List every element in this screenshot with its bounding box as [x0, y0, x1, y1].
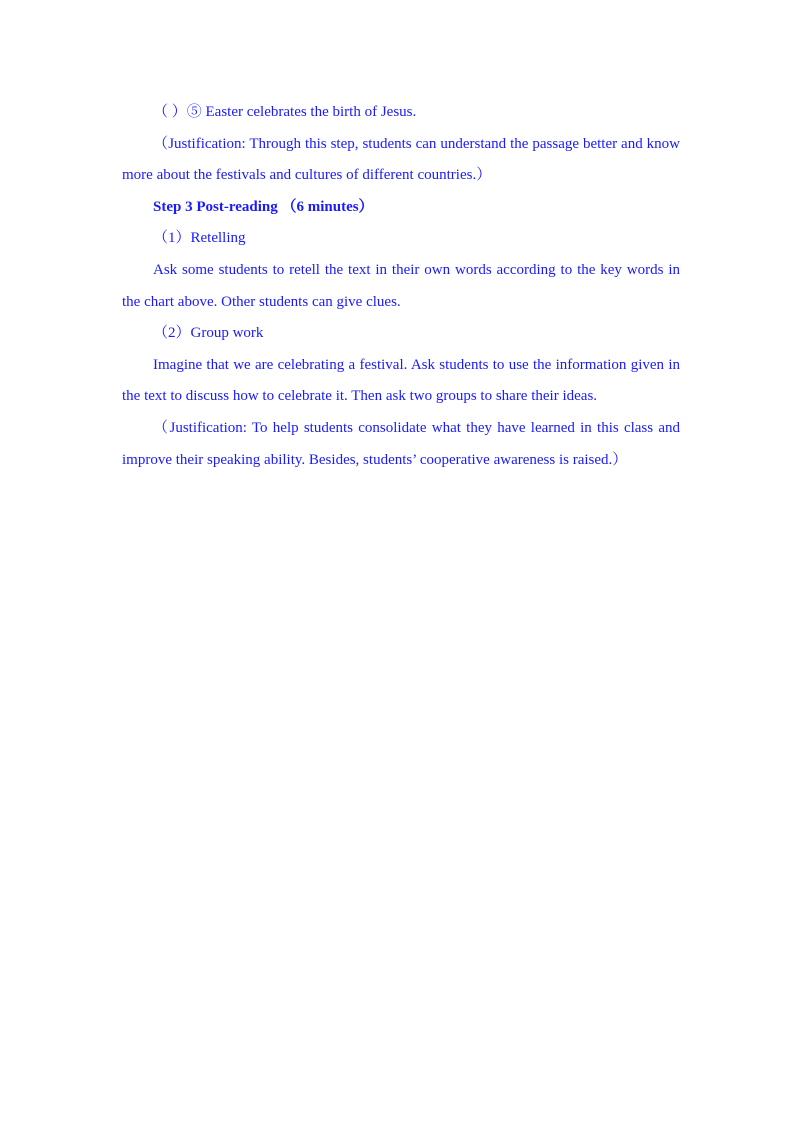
retelling-label: （1）Retelling: [153, 230, 246, 247]
justification-paragraph-1: （Justification: Through this step, students can understand the passage better and know more about the festivals and cultures of different countries.）: [122, 135, 680, 184]
retelling-paragraph: Ask some students to retell the text in their own words according to the key words in the chart above. Other students can give clues.: [122, 261, 680, 310]
groupwork-paragraph: Imagine that we are celebrating a festival. Ask students to use the information given in the text to discuss how to celebrate it. Then ask two groups to share their ideas.: [122, 356, 680, 405]
justification-paragraph-2: （Justification: To help students consolidate what they have learned in this class and improve their speaking ability. Besides, students’ cooperative awareness is raised.）: [122, 419, 680, 468]
document-body: [122, 97, 680, 476]
step3-heading: Step 3 Post-reading （6 minutes）: [153, 198, 374, 215]
exercise-item-5: （ ）⑤ Easter celebrates the birth of Jesus.: [153, 104, 417, 120]
groupwork-label: （2）Group work: [153, 325, 264, 342]
